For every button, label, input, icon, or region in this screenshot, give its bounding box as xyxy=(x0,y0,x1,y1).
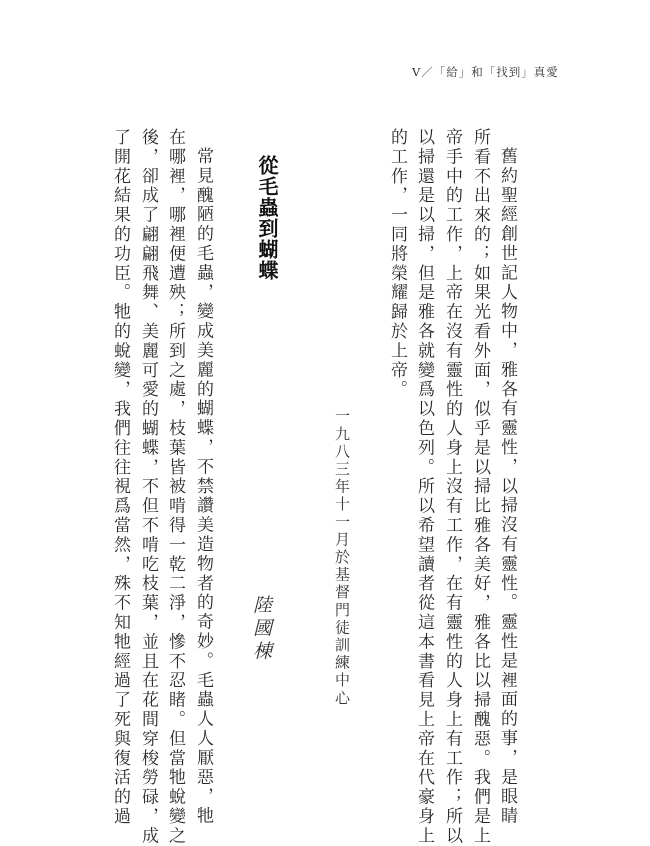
text-column: 後，卻成了翩翩飛舞、美麗可愛的蝴蝶，不但不啃吃枝葉，並且在花間穿梭勞碌，成 xyxy=(138,128,158,846)
text-column: 帝手中的工作，上帝在沒有靈性的人身上沒有工作，在有靈性的人身上有工作；所以 xyxy=(442,128,462,846)
section-title: 從毛蟲到蝴蝶 xyxy=(255,155,279,281)
text-column: 常見醜陋的毛蟲，變成美麗的蝴蝶，不禁讚美造物者的奇妙。毛蟲人人厭惡，牠 xyxy=(193,147,213,826)
text-column: 以掃還是以掃，但是雅各就變爲以色列。所以希望讀者從這本書看見上帝在代豪身上 xyxy=(414,128,434,846)
text-column: 所看不出來的；如果光看外面，似乎是以掃比雅各美好，雅各比以掃醜惡。我們是上 xyxy=(470,128,490,846)
preface-date: 一九八三年十一月於基督門徒訓練中心 xyxy=(333,408,351,708)
text-column: 了開花結果的功臣。牠的蛻變，我們往往視爲當然，殊不知牠經過了死與復活的過 xyxy=(110,128,130,827)
running-header: V／「給」和「找到」真愛 xyxy=(412,65,559,79)
text-column: 的工作，一同將榮耀歸於上帝。 xyxy=(387,128,407,400)
text-column: 舊約聖經創世記人物中，雅各有靈性，以掃沒有靈性。靈性是裡面的事，是眼睛 xyxy=(497,147,517,826)
preface-author: 陸國棟 xyxy=(250,595,272,664)
text-column: 在哪裡，哪裡便遭殃；所到之處，枝葉皆被啃得一乾二淨，慘不忍睹。但當牠蛻變之 xyxy=(165,128,185,846)
